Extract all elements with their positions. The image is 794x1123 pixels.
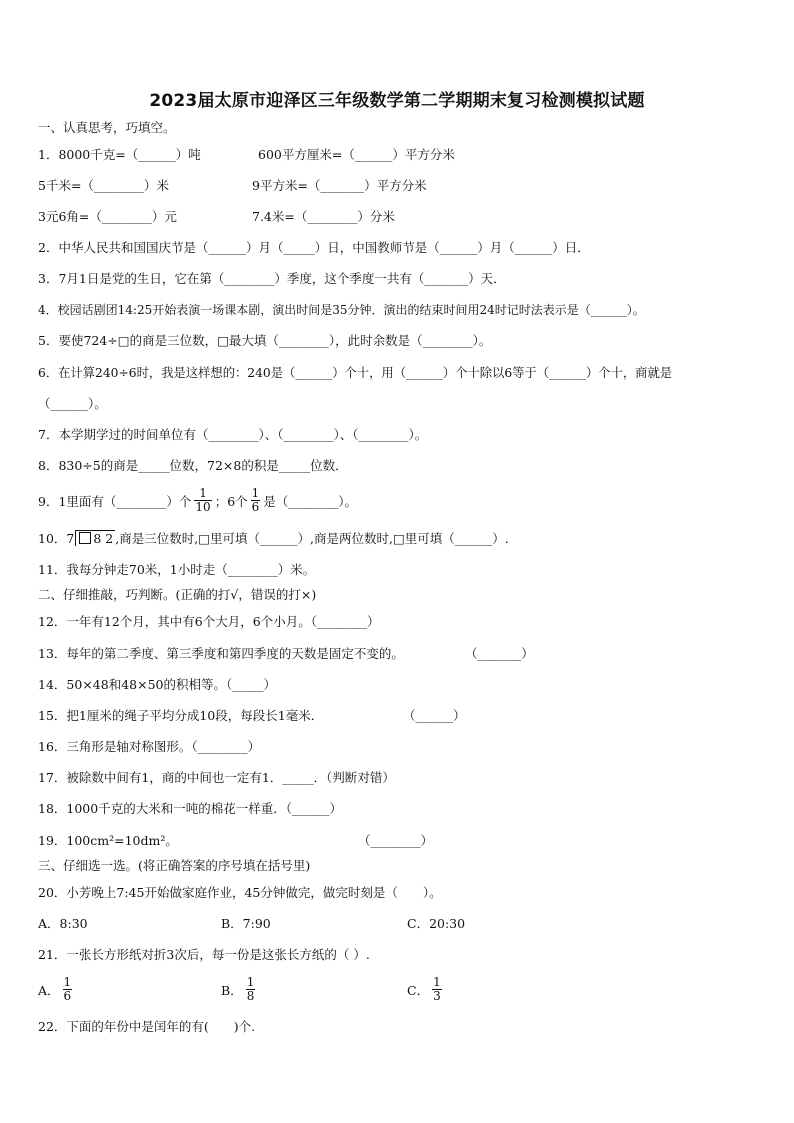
question-4: 4．校园话剧团14:25开始表演一场课本剧，演出时间是35分钟．演出的结束时间用24时记时法表示是（______）。 (38, 303, 645, 317)
section-2-heading: 二、仔细推敲，巧判断。(正确的打√，错误的打×) (38, 587, 317, 602)
question-2: 2．中华人民共和国国庆节是（______）月（_____）日，中国教师节是（______）月（______）日． (38, 240, 590, 255)
question-13 (38, 645, 738, 663)
option-label: C． (407, 983, 430, 998)
q19-answer-blank: （________） (358, 833, 434, 848)
q9-prefix: 9．1里面有（________）个 (38, 494, 192, 509)
q21-option-b (221, 976, 258, 1006)
question-12: 12．一年有12个月，其中有6个大月，6个小月。（________） (38, 614, 380, 629)
question-22: 22．下面的年份中是闰年的有( )个. (38, 1019, 256, 1034)
fraction-one-sixth (251, 487, 261, 514)
fraction (246, 976, 256, 1003)
option-label: A． (38, 983, 60, 998)
question-19 (38, 832, 738, 850)
fraction-denominator: 10 (195, 500, 211, 514)
fraction-numerator: 1 (433, 975, 441, 989)
fraction (63, 976, 73, 1003)
q13-text: 13．每年的第二季度、第三季度和第四季度的天数是固定不变的。 (38, 646, 404, 661)
question-21: 21．一张长方形纸对折3次后，每一份是这张长方纸的（ ）. (38, 947, 370, 962)
question-5: 5．要使724÷□的商是三位数，□最大填（________），此时余数是（________）。 (38, 333, 492, 348)
question-7: 7．本学期学过的时间单位有（________）、（________）、（________）。 (38, 427, 428, 442)
q1-part-a: 1．8000千克=（______）吨 (38, 147, 201, 162)
fraction-numerator: 1 (251, 486, 260, 500)
question-10 (38, 530, 509, 548)
q20-option-c: C．20:30 (407, 916, 466, 931)
fraction-denominator: 6 (251, 500, 260, 514)
q10-prefix: 10．7 (38, 531, 75, 546)
q20-option-b: B．7:90 (221, 916, 271, 931)
question-20: 20．小芳晚上7:45开始做家庭作业，45分钟做完，做完时刻是（ ）。 (38, 885, 442, 900)
q15-answer-blank: （______） (403, 708, 466, 723)
question-9 (38, 488, 357, 516)
q21-option-c (407, 976, 445, 1006)
q1-part-b: 600平方厘米=（______）平方分米 (258, 147, 455, 162)
question-16: 16．三角形是轴对称图形。（________） (38, 739, 261, 754)
long-division-box (75, 530, 115, 546)
q21-option-a (38, 976, 75, 1006)
page-title: 2023届太原市迎泽区三年级数学第二学期期末复习检测模拟试题 (149, 91, 645, 111)
question-15 (38, 707, 738, 725)
q20-option-a: A．8:30 (38, 916, 88, 931)
question-6-line-2: （______）。 (38, 396, 107, 411)
q1-part-f: 7.4米=（________）分米 (252, 209, 395, 224)
question-3: 3．7月1日是党的生日，它在第（________）季度，这个季度一共有（_______）天． (38, 271, 506, 286)
question-20-options (38, 915, 738, 933)
fraction-denominator: 3 (433, 989, 441, 1003)
question-8: 8．830÷5的商是_____位数，72×8的积是_____位数． (38, 458, 348, 473)
q13-answer-blank: （_______） (465, 646, 534, 661)
fraction-one-tenth (194, 487, 211, 514)
q10-suffix: ,商是三位数时,□里可填（______）,商是两位数时,□里可填（______）. (115, 531, 509, 546)
q9-middle: ；6个 (214, 494, 248, 509)
blank-square-icon (79, 532, 91, 544)
q15-text: 15．把1厘米的绳子平均分成10段，每段长1毫米． (38, 708, 324, 723)
question-1-row-3 (38, 208, 738, 226)
section-1-heading: 一、认真思考，巧填空。 (38, 120, 176, 135)
fraction-numerator: 1 (246, 975, 255, 989)
question-17: 17．被除数中间有1，商的中间也一定有1．_____．（判断对错） (38, 770, 395, 785)
fraction-numerator: 1 (194, 487, 211, 501)
q1-part-e: 3元6角=（________）元 (38, 209, 177, 224)
section-3-heading: 三、仔细选一选。(将正确答案的序号填在括号里) (38, 858, 311, 873)
question-6-line-1: 6．在计算240÷6时，我是这样想的：240是（______）个十，用（______）个十除以6等于（______）个十，商就是 (38, 366, 673, 380)
q10-dividend-digits: 8 2 (93, 531, 114, 546)
q1-part-d: 9平方米=（_______）平方分米 (252, 178, 427, 193)
q19-text: 19．100cm²=10dm²。 (38, 833, 178, 848)
question-11: 11．我每分钟走70米，1小时走（________）米。 (38, 562, 316, 577)
q9-suffix: 是（________）。 (263, 494, 358, 509)
fraction-denominator: 6 (63, 989, 72, 1003)
fraction (432, 976, 442, 1003)
question-14: 14．50×48和48×50的积相等。（_____） (38, 677, 276, 692)
question-1-row-1 (38, 146, 738, 164)
question-1-row-2 (38, 177, 738, 195)
question-18: 18．1000千克的大米和一吨的棉花一样重．（______） (38, 801, 342, 816)
fraction-numerator: 1 (63, 975, 72, 989)
fraction-denominator: 8 (246, 989, 255, 1003)
q1-part-c: 5千米=（________）米 (38, 178, 169, 193)
option-label: B． (221, 983, 243, 998)
